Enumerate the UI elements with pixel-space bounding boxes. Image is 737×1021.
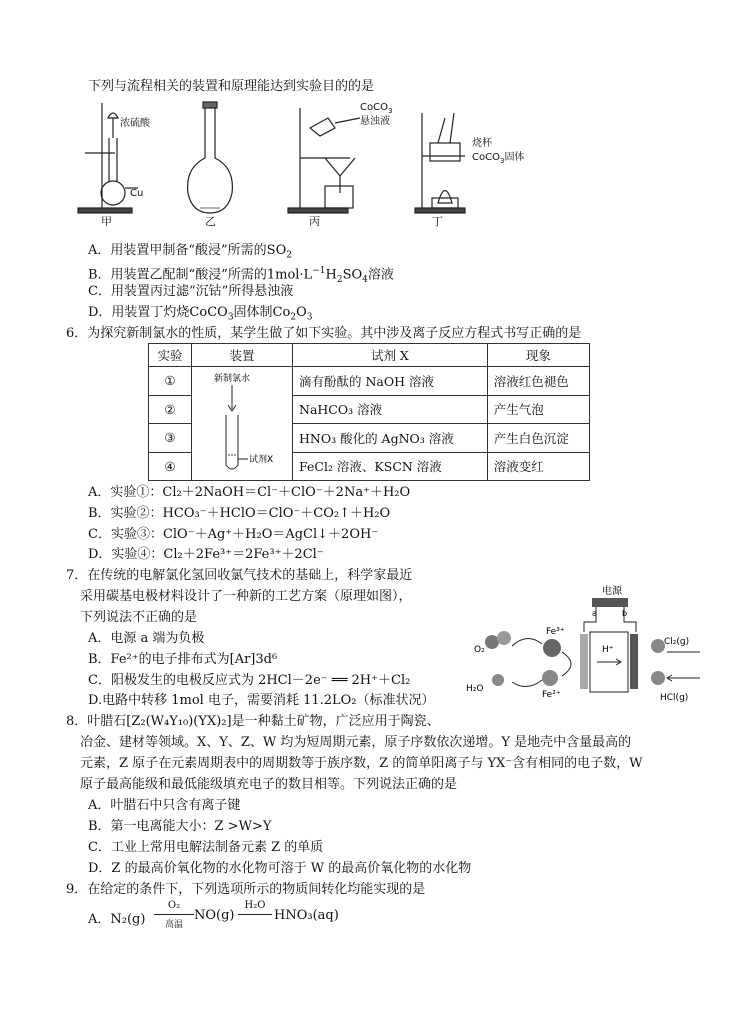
svg-text:HCl(g): HCl(g) (660, 693, 689, 703)
table-row: ② NaHCO₃ 溶液 产生气泡 (149, 395, 590, 424)
q6-stem: 6．为探究新制氯水的性质，某学生做了如下实验。其中涉及离子反应方程式书写正确的是 (66, 326, 582, 341)
q6-option-d: D．实验④：Cl₂＋2Fe³⁺＝2Fe³⁺＋2Cl⁻ (88, 547, 324, 562)
jia-cu-label: Cu (130, 188, 144, 199)
apparatus-yi (188, 102, 233, 213)
q7-stem-3: 下列说法不正确的是 (80, 610, 198, 625)
q5-apparatus-figure (70, 98, 530, 230)
q5-option-c: C．用装置丙过滤“沉钴”所得悬浊液 (88, 284, 294, 299)
q8-line-1: 8．叶腊石[Z₂(W₄Y₁₀)(YX)₂]是一种黏土矿物，广泛应用于陶瓷、 (66, 714, 440, 729)
q8-line-4: 原子最高能级和最低能级填充电子的数目相等。下列说法正确的是 (80, 777, 458, 792)
device-cell (192, 367, 293, 481)
ding-beaker-label: 烧杯 (472, 138, 492, 149)
svg-text:b: b (622, 609, 628, 618)
svg-text:新制氯水: 新制氯水 (214, 374, 251, 384)
cathode (580, 634, 588, 689)
svg-text:Cl₂(g): Cl₂(g) (664, 637, 690, 647)
q6-option-b: B．实验②：HCO₃⁻＋HClO＝ClO⁻＋CO₂↑＋H₂O (88, 506, 391, 521)
q8-line-3: 元素，Z 原子在元素周期表中的周期数等于族序数，Z 的简单阳离子与 YX⁻含有相同的电子数，W (80, 756, 643, 771)
electrolysis-diagram (462, 582, 710, 704)
device-figure (192, 367, 292, 477)
arrow-2 (238, 914, 272, 915)
svg-text:试剂X: 试剂X (249, 455, 274, 465)
q8-line-2: 冶金、建材等领域。X、Y、Z、W 均为短周期元素，原子序数依次递增。Y 是地壳中含量最高的 (80, 735, 632, 750)
q5-option-b: B．用装置乙配制“酸浸”所需的$1mol\cdot L^{-1}H_2SO_4$溶液 (88, 266, 394, 285)
jia-acid-label: 浓硫酸 (120, 118, 150, 129)
q7-option-a: A．电源 a 端为负极 (88, 631, 205, 646)
apparatus-ding (415, 113, 465, 213)
svg-text:a: a (592, 609, 597, 618)
th-reagent: 试剂 X (293, 344, 488, 367)
ding-solid-label: CoCO$_3$固体 (472, 152, 525, 165)
caption-yi: 乙 (205, 215, 216, 228)
anode (630, 634, 638, 689)
svg-text:电源: 电源 (602, 586, 622, 597)
th-device: 装置 (192, 344, 293, 367)
svg-text:Fe²⁺: Fe²⁺ (542, 690, 561, 700)
q5-option-d: D．用装置丁灼烧CoCO$_3$固体制$Co_2O_3$ (88, 305, 313, 323)
q8-option-b: B．第一电离能大小：Z >W>Y (88, 819, 272, 834)
q7-stem-2: 采用碳基电极材料设计了一种新的工艺方案（原理如图）， (80, 589, 412, 604)
power-source (592, 598, 628, 607)
th-exp: 实验 (149, 344, 192, 367)
caption-ding: 丁 (432, 215, 443, 228)
q7-stem-1: 7．在传统的电解氯化氢回收氯气技术的基础上，科学家最近 (66, 568, 413, 583)
q9-stem: 9．在给定的条件下，下列选项所示的物质间转化均能实现的是 (66, 882, 426, 897)
table-row: ③ HNO₃ 酸化的 AgNO₃ 溶液 产生白色沉淀 (149, 424, 590, 453)
table-row: ① 新制氯水 试剂X 滴有酚酞的 NaOH 溶液 溶液红色褪色 (149, 367, 590, 396)
apparatus-bing (288, 108, 360, 213)
svg-text:H₂O: H₂O (466, 684, 484, 694)
q5-option-a: A．用装置甲制备“酸浸”所需的$SO_2$ (88, 243, 292, 261)
svg-text:H⁺: H⁺ (602, 645, 614, 655)
bing-coco3-label: CoCO$_3$ (360, 102, 393, 115)
caption-jia: 甲 (101, 215, 112, 228)
q7-option-b: B．Fe²⁺的电子排布式为[Ar]3d⁶ (88, 652, 278, 667)
q6-table (148, 343, 590, 481)
svg-text:Fe³⁺: Fe³⁺ (546, 627, 565, 637)
q5-stem: 下列与流程相关的装置和原理能达到实验目的的是 (88, 79, 375, 94)
svg-text:O₂: O₂ (474, 645, 485, 655)
table-row: ④ FeCl₂ 溶液、KSCN 溶液 溶液变红 (149, 452, 590, 481)
q8-option-d: D．Z 的最高价氧化物的水化物可溶于 W 的最高价氧化物的水化物 (88, 861, 472, 876)
q6-option-a: A．实验①：Cl₂＋2NaOH＝Cl⁻＋ClO⁻＋2Na⁺＋H₂O (88, 485, 411, 500)
th-phenomenon: 现象 (487, 344, 589, 367)
q7-option-c: C．阳极发生的电极反应式为 2HCl－2e⁻ ══ 2H⁺＋Cl₂ (88, 673, 411, 688)
q6-option-c: C．实验③：ClO⁻＋Ag⁺＋H₂O＝AgCl↓＋2OH⁻ (88, 527, 379, 542)
bing-suspension-label: 悬浊液 (360, 116, 390, 127)
caption-bing: 丙 (309, 215, 320, 228)
q7-option-d: D.电路中转移 1mol 电子，需要消耗 11.2LO₂（标准状况） (88, 693, 435, 708)
q8-option-c: C．工业上常用电解法制备元素 Z 的单质 (88, 840, 324, 855)
arrow-1 (154, 914, 194, 915)
q8-option-a: A．叶腊石中只含有离子键 (88, 798, 241, 813)
